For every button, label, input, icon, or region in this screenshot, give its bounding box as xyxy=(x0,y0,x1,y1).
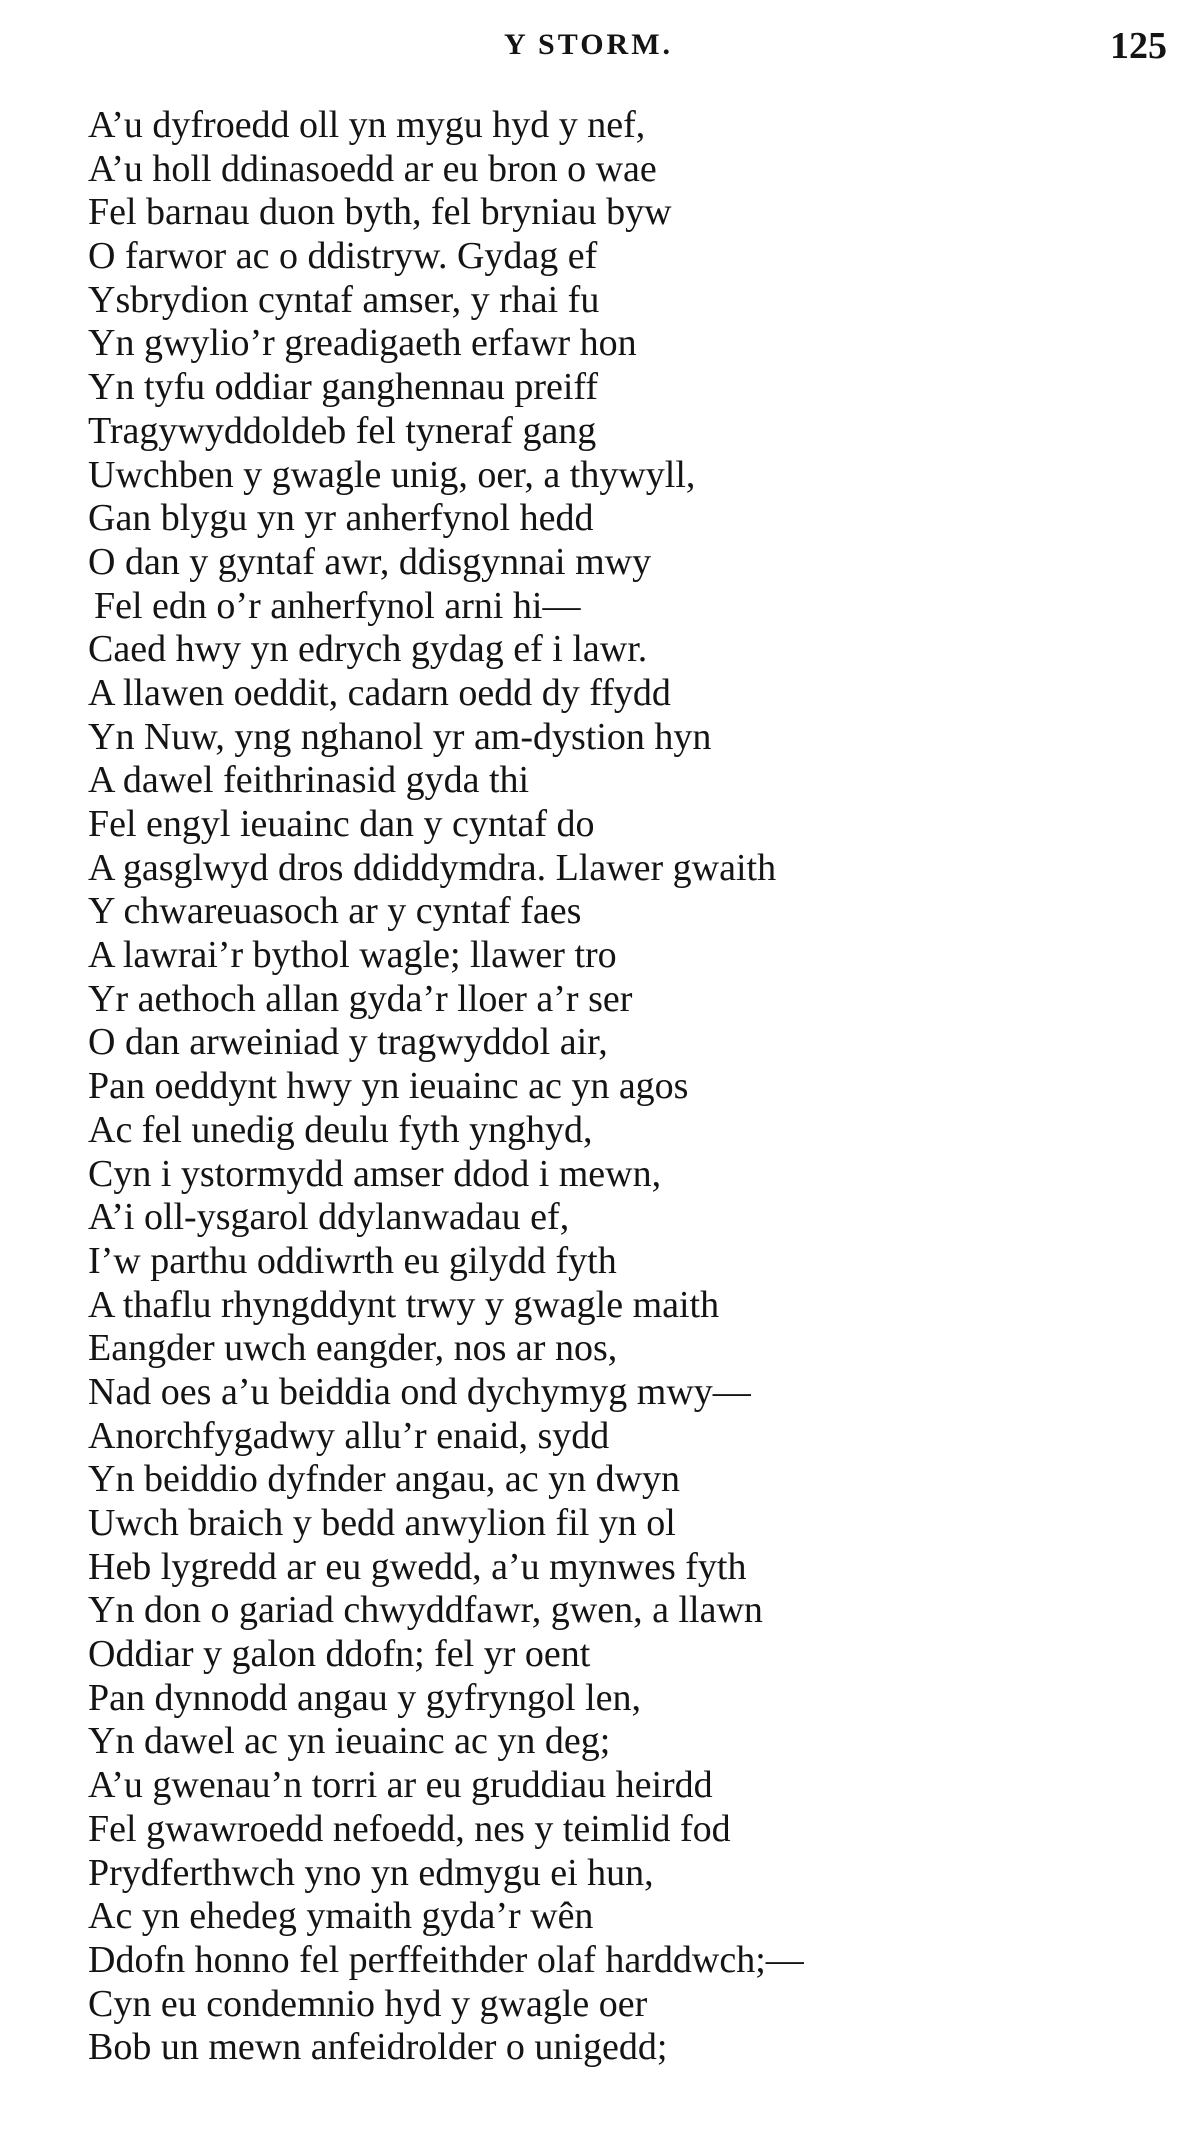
poem-line: Gan blygu yn yr anherfynol hedd xyxy=(88,497,594,540)
poem-line: O dan arweiniad y tragwyddol air, xyxy=(88,1021,608,1064)
poem-line: Ddofn honno fel perffeithder olaf harddwch;— xyxy=(88,1938,804,1981)
poem-line: Bob un mewn anfeidrolder o unigedd; xyxy=(88,2026,668,2069)
poem-line: A’i oll-ysgarol ddylanwadau ef, xyxy=(88,1196,570,1239)
poem-line: O dan y gyntaf awr, ddisgynnai mwy xyxy=(88,540,652,583)
poem-line: Prydferthwch yno yn edmygu ei hun, xyxy=(88,1851,654,1894)
poem-line: Uwchben y gwagle unig, oer, a thywyll, xyxy=(88,453,696,496)
poem-line: Cyn i ystormydd amser ddod i mewn, xyxy=(88,1152,662,1195)
poem-line: A’u dyfroedd oll yn mygu hyd y nef, xyxy=(88,104,646,146)
poem-line: Yr aethoch allan gyda’r lloer a’r ser xyxy=(88,977,633,1020)
page-number: 125 xyxy=(1110,25,1167,67)
poem-line: A gasglwyd dros ddiddymdra. Llawer gwaith xyxy=(88,846,777,889)
poem-line: Fel engyl ieuainc dan y cyntaf do xyxy=(88,803,595,845)
poem-line: A’u gwenau’n torri ar eu gruddiau heirdd xyxy=(88,1764,713,1807)
poem-line: Pan dynnodd angau y gyfryngol len, xyxy=(88,1676,642,1719)
poem-line: A llawen oeddit, cadarn oedd dy ffydd xyxy=(88,671,671,714)
poem-line: Fel gwawroedd nefoedd, nes y teimlid fod xyxy=(88,1807,731,1850)
poem-line: Oddiar y galon ddofn; fel yr oent xyxy=(88,1633,591,1676)
running-head xyxy=(0,25,1197,68)
poem-line: I’w parthu oddiwrth eu gilydd fyth xyxy=(88,1239,617,1282)
poem-line: Ac yn ehedeg ymaith gyda’r wên xyxy=(88,1895,594,1938)
poem-line: Cyn eu condemnio hyd y gwagle oer xyxy=(88,1982,648,2025)
poem-line: Ac fel unedig deulu fyth ynghyd, xyxy=(88,1108,593,1151)
poem-line: Yn don o gariad chwyddfawr, gwen, a llawn xyxy=(88,1589,763,1632)
poem-line: Fel barnau duon byth, fel bryniau byw xyxy=(88,191,672,234)
poem-line: Yn Nuw, yng nghanol yr am-dystion hyn xyxy=(88,715,712,758)
poem-line: Yn dawel ac yn ieuainc ac yn deg; xyxy=(88,1720,611,1763)
poem-line: Uwch braich y bedd anwylion fil yn ol xyxy=(88,1502,676,1544)
poem-line: Heb lygredd ar eu gwedd, a’u mynwes fyth xyxy=(88,1545,747,1588)
poem-line: Y chwareuasoch ar y cyntaf faes xyxy=(88,890,582,933)
poem-line: A dawel feithrinasid gyda thi xyxy=(88,759,530,802)
poem-line: Nad oes a’u beiddia ond dychymyg mwy— xyxy=(88,1370,751,1413)
poem-line: A’u holl ddinasoedd ar eu bron o wae xyxy=(88,147,657,190)
poem-line: Fel edn o’r anherfynol arni hi— xyxy=(94,584,581,627)
poem-line: Yn tyfu oddiar ganghennau preiff xyxy=(88,366,599,409)
poem-line: Eangder uwch eangder, nos ar nos, xyxy=(88,1327,618,1370)
poem-line: Yn beiddio dyfnder angau, ac yn dwyn xyxy=(88,1458,681,1501)
poem-line: A thaflu rhyngddynt trwy y gwagle maith xyxy=(88,1283,720,1326)
poem-line: Caed hwy yn edrych gydag ef i lawr. xyxy=(88,628,648,671)
poem-line: Ysbrydion cyntaf amser, y rhai fu xyxy=(88,278,600,321)
poem-line: A lawrai’r bythol wagle; llawer tro xyxy=(88,934,617,977)
poem-line: O farwor ac o ddistryw. Gydag ef xyxy=(88,235,598,278)
poem-line: Yn gwylio’r greadigaeth erfawr hon xyxy=(88,322,637,365)
running-title: Y STORM. xyxy=(503,28,674,61)
poem-line: Pan oeddynt hwy yn ieuainc ac yn agos xyxy=(88,1065,689,1108)
poem-body xyxy=(88,104,1168,2070)
poem-line: Anorchfygadwy allu’r enaid, sydd xyxy=(88,1414,610,1457)
poem-line: Tragywyddoldeb fel tyneraf gang xyxy=(88,409,597,452)
